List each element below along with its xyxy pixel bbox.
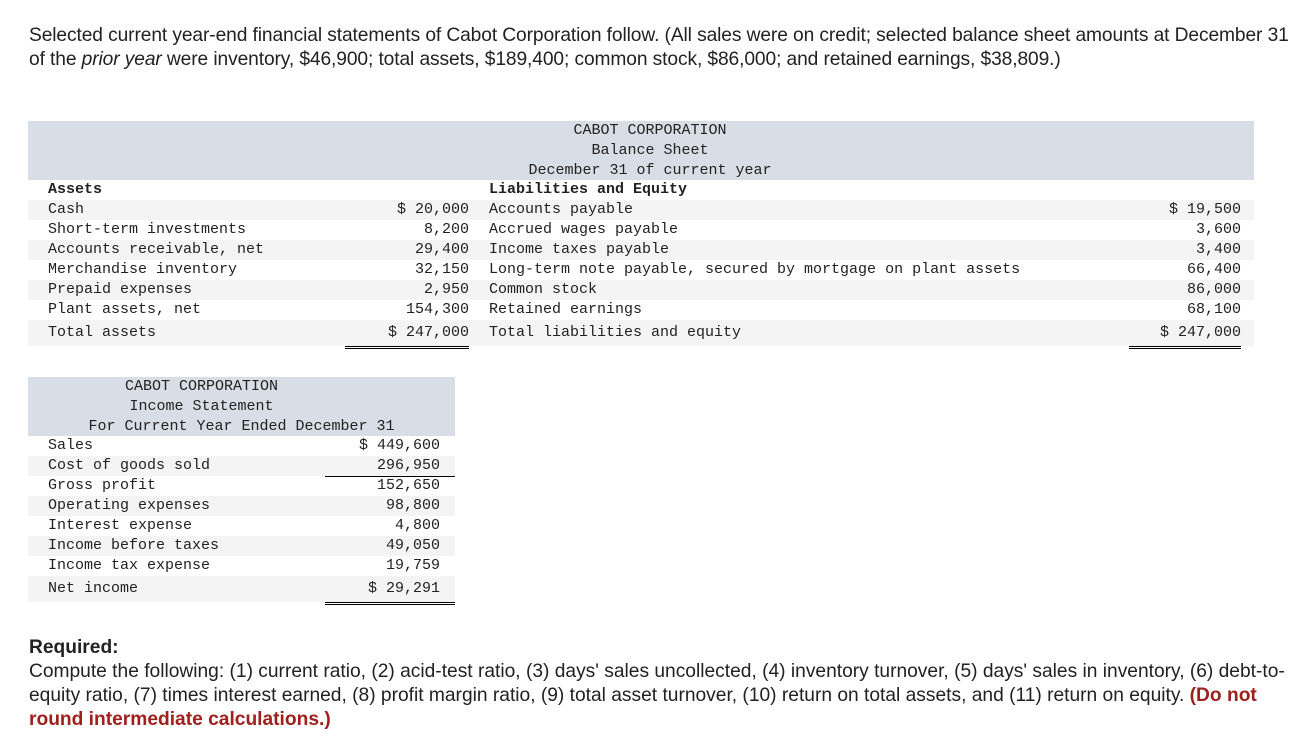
- statement-date: December 31 of current year: [528, 162, 772, 179]
- liability-label: Retained earnings: [489, 301, 643, 318]
- required-text-block: [29, 660, 1289, 732]
- intro-text-cont: were inventory, $46,900; total assets, $189,400; common stock, $86,000; and retained earnings, $38,809.): [161, 49, 1061, 70]
- table-row: [28, 240, 1254, 260]
- liabilities-heading: Liabilities and Equity: [489, 181, 688, 198]
- is-amount: $ 449,600: [358, 437, 440, 454]
- table-row: [28, 456, 455, 476]
- intro-italic: prior year: [81, 49, 162, 70]
- is-label: Cost of goods sold: [48, 457, 211, 474]
- income-statement-table: [28, 377, 455, 602]
- table-row-total: [28, 320, 1254, 346]
- total-liabilities-label: Total liabilities and equity: [489, 324, 742, 341]
- table-row: [28, 476, 455, 496]
- liability-amount: 3,600: [1195, 221, 1241, 238]
- liability-label: Accrued wages payable: [489, 221, 679, 238]
- asset-label: Short-term investments: [48, 221, 247, 238]
- required-section: [29, 636, 1289, 732]
- is-label: Income tax expense: [48, 557, 211, 574]
- required-heading: Required:: [29, 637, 119, 658]
- liability-amount: 86,000: [1186, 281, 1241, 298]
- table-row: [28, 436, 455, 456]
- asset-amount: 29,400: [414, 241, 469, 258]
- statement-title: Income Statement: [129, 398, 274, 415]
- is-amount: 296,950: [376, 457, 440, 474]
- table-row: [28, 300, 1254, 320]
- is-amount: 98,800: [385, 497, 440, 514]
- asset-label: Accounts receivable, net: [48, 241, 265, 258]
- is-amount-cell: [325, 456, 455, 477]
- statement-title: Balance Sheet: [591, 142, 709, 159]
- is-label: Interest expense: [48, 517, 193, 534]
- table-row-total: [28, 576, 455, 602]
- income-statement-header: [28, 377, 455, 436]
- asset-label: Merchandise inventory: [48, 261, 238, 278]
- asset-label: Cash: [48, 201, 85, 218]
- is-amount-cell: [325, 436, 455, 456]
- is-label: Income before taxes: [48, 537, 220, 554]
- balance-sheet-table: [28, 121, 1254, 346]
- asset-amount: $ 20,000: [396, 201, 469, 218]
- is-amount: 4,800: [394, 517, 440, 534]
- table-row: [28, 260, 1254, 280]
- table-row: [28, 496, 455, 516]
- liability-amount: 3,400: [1195, 241, 1241, 258]
- liability-amount: 66,400: [1186, 261, 1241, 278]
- total-liabilities-amount: $ 247,000: [1129, 320, 1241, 349]
- liability-label: Income taxes payable: [489, 241, 670, 258]
- company-name: CABOT CORPORATION: [124, 378, 279, 395]
- asset-label: Prepaid expenses: [48, 281, 193, 298]
- is-amount-cell: [325, 516, 455, 537]
- is-amount: 19,759: [385, 557, 440, 574]
- intro-text: Selected current year-end financial statements of Cabot Corporation follow. (All sales were on credit; selected balance sheet amounts at December 31 of the: [29, 25, 1289, 70]
- liability-amount: $ 19,500: [1168, 201, 1241, 218]
- table-row: [28, 280, 1254, 300]
- required-text: Compute the following: (1) current ratio, (2) acid-test ratio, (3) days' sales uncollected, (4) inventory turnover, (5) days' sales in inventory, (6) debt-to-equity ratio, (7) times interest earned, (8) profit margin ratio, (9) total asset turnover, (10) return on total assets, and (11) return on equity.: [29, 661, 1285, 706]
- assets-heading: Assets: [48, 181, 103, 198]
- net-income-amount: $ 29,291: [367, 580, 440, 597]
- total-assets-amount: $ 247,000: [345, 320, 469, 349]
- table-row: [28, 220, 1254, 240]
- statement-period: For Current Year Ended December 31: [88, 418, 395, 435]
- table-row-headings: [28, 180, 1254, 200]
- asset-amount: 32,150: [414, 261, 469, 278]
- is-amount-cell: [325, 476, 455, 496]
- is-label: Sales: [48, 437, 94, 454]
- is-amount-cell: [325, 496, 455, 516]
- balance-sheet-header: [28, 121, 1254, 180]
- rounding-warning: (Do not round intermediate calculations.): [29, 685, 1257, 730]
- asset-label: Plant assets, net: [48, 301, 202, 318]
- table-row: [28, 556, 455, 576]
- table-row: [28, 200, 1254, 220]
- liability-label: Common stock: [489, 281, 598, 298]
- liability-amount: 68,100: [1129, 300, 1241, 321]
- liability-label: Accounts payable: [489, 201, 634, 218]
- table-row: [28, 516, 455, 536]
- asset-amount: 8,200: [423, 221, 469, 238]
- liability-label: Long-term note payable, secured by mortgage on plant assets: [489, 261, 1021, 278]
- total-assets-label: Total assets: [48, 324, 157, 341]
- is-amount-cell: [325, 536, 455, 556]
- problem-intro: [29, 24, 1289, 72]
- is-amount: 49,050: [385, 537, 440, 554]
- table-row: [28, 536, 455, 556]
- is-label: Operating expenses: [48, 497, 211, 514]
- is-amount: 152,650: [376, 477, 440, 494]
- net-income-label: Net income: [48, 580, 139, 597]
- asset-amount: 154,300: [345, 300, 469, 321]
- asset-amount: 2,950: [423, 281, 469, 298]
- is-amount-cell: [325, 556, 455, 577]
- is-label: Gross profit: [48, 477, 157, 494]
- net-income-cell: [325, 576, 455, 605]
- company-name: CABOT CORPORATION: [573, 122, 727, 139]
